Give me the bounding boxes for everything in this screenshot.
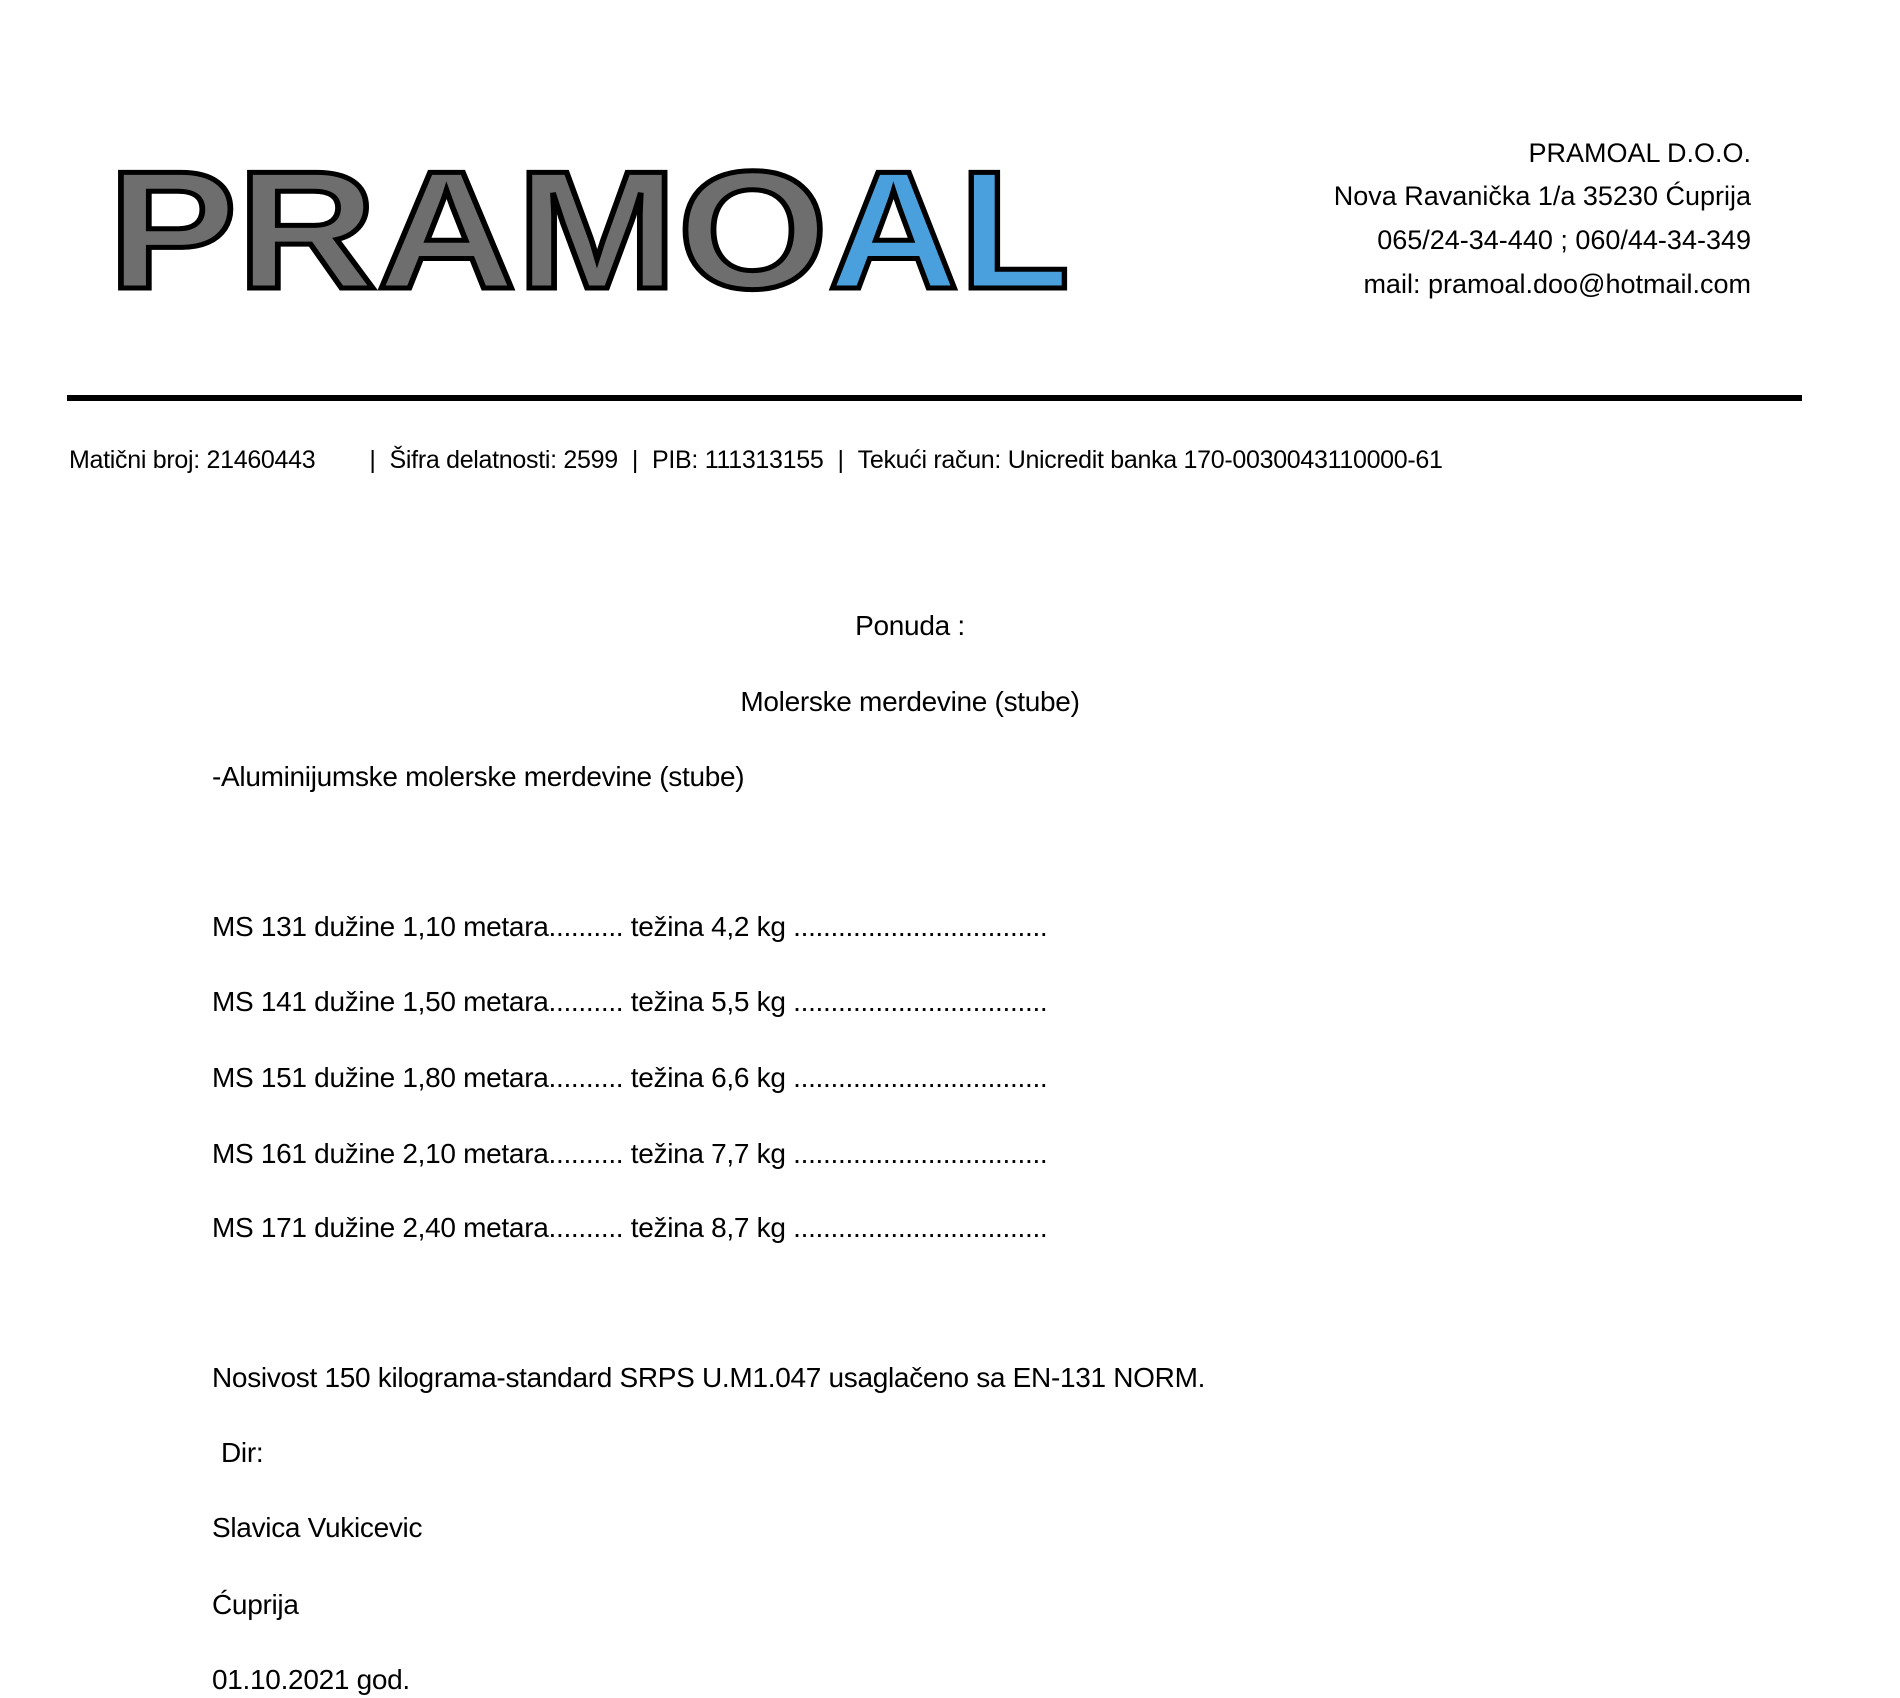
offer-title: Ponuda : (855, 610, 965, 641)
list-item: MS 171 dužine 2,40 metara.......... težina 8,7 kg .................................. (212, 1212, 1048, 1243)
offer-intro: -Aluminijumske molerske merdevine (stube) (212, 761, 745, 792)
company-address: Nova Ravanička 1/a 35230 Ćuprija (1333, 181, 1751, 211)
separator: | (837, 446, 844, 474)
company-name: PRAMOAL D.O.O. (1528, 138, 1751, 168)
capacity-note: Nosivost 150 kilograma-standard SRPS U.M1.047 usaglačeno sa EN-131 NORM. (212, 1362, 1206, 1393)
list-item: MS 131 dužine 1,10 metara.......... težina 4,2 kg .................................. (212, 911, 1048, 942)
registry-line (69, 446, 1443, 475)
list-item: MS 141 dužine 1,50 metara.......... težina 5,5 kg .................................. (212, 986, 1048, 1017)
signer-name: Slavica Vukicevic (212, 1512, 423, 1543)
logo-text-blue: AL (828, 160, 1070, 300)
separator: | (369, 446, 376, 474)
registry-number: Matični broj: 21460443 (69, 446, 316, 474)
director-label: Dir: (221, 1437, 264, 1468)
company-email: mail: pramoal.doo@hotmail.com (1363, 269, 1751, 299)
company-logo (104, 160, 1084, 300)
logo-text-gray: PRAMO (108, 160, 828, 300)
offer-subtitle: Molerske merdevine (stube) (740, 686, 1080, 717)
header-divider (67, 395, 1802, 401)
list-item: MS 161 dužine 2,10 metara.......... težina 7,7 kg .................................. (212, 1138, 1048, 1169)
separator: | (631, 446, 639, 474)
date: 01.10.2021 god. (212, 1664, 410, 1695)
list-item: MS 151 dužine 1,80 metara.......... težina 6,6 kg .................................. (212, 1062, 1048, 1093)
company-phones: 065/24-34-440 ; 060/44-34-349 (1377, 225, 1751, 255)
bank-account: Tekući račun: Unicredit banka 170-0030043110000-61 (857, 446, 1443, 474)
tax-id: PIB: 111313155 (652, 446, 824, 474)
activity-code: Šifra delatnosti: 2599 (389, 446, 618, 474)
city: Ćuprija (212, 1589, 299, 1620)
